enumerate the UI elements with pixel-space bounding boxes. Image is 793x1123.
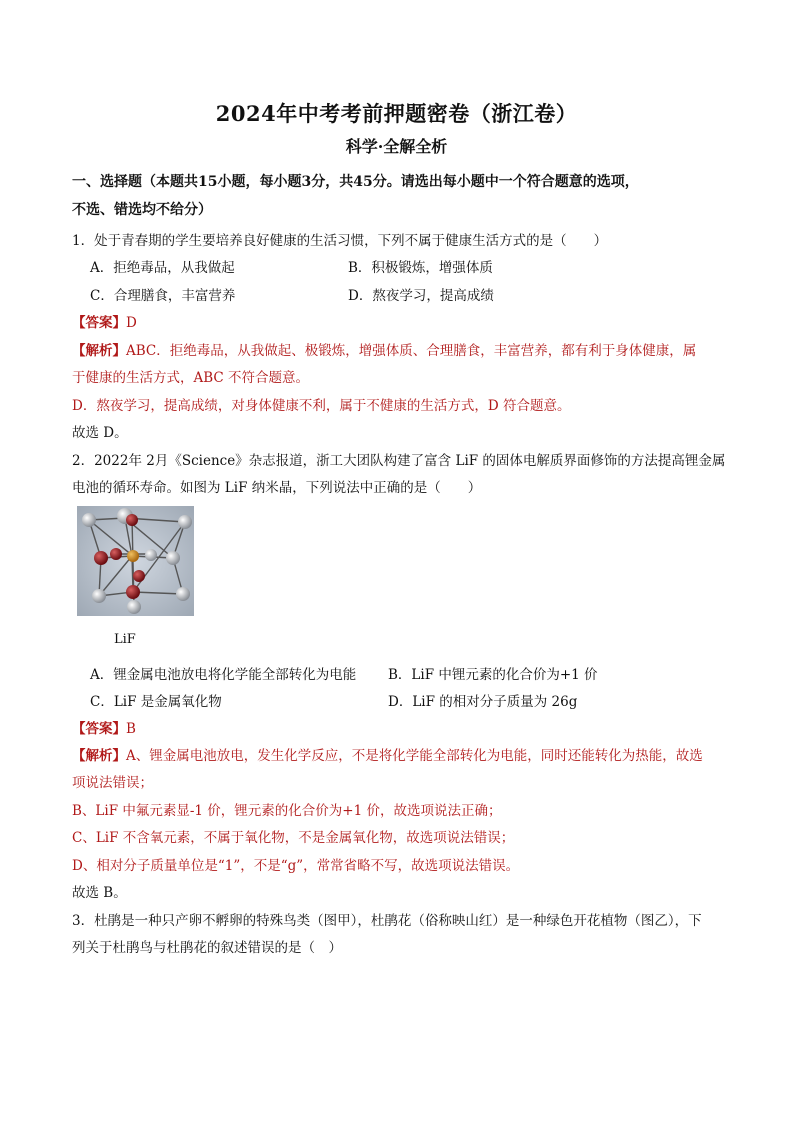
figure-caption: LiF xyxy=(114,632,136,647)
q1-conclusion: 故选 D。 xyxy=(72,425,128,441)
q2-stem-line2: 电池的循环寿命。如图为 LiF 纳米晶，下列说法中正确的是（ ） xyxy=(72,480,482,496)
q2-analysis-line3: B、LiF 中氟元素显-1 价，锂元素的化合价为+1 价，故选项说法正确； xyxy=(72,803,502,819)
answer-value: B xyxy=(126,721,136,737)
q1-stem: 1．处于青春期的学生要培养良好健康的生活习惯，下列不属于健康生活方式的是（ ） xyxy=(72,233,608,249)
q1-option-b: B．积极锻炼，增强体质 xyxy=(348,260,493,276)
section-heading-line2: 不选、错选均不给分） xyxy=(72,202,212,218)
q1-analysis-line1 xyxy=(72,341,696,361)
q2-option-d: D．LiF 的相对分子质量为 26g xyxy=(388,694,578,710)
q2-stem-line1: 2．2022年 2月《Science》杂志报道，浙工大团队构建了富含 LiF 的固体电解质界面修饰的方法提高锂金属 xyxy=(72,453,726,469)
q2-conclusion: 故选 B。 xyxy=(72,885,127,901)
q1-analysis-line2: 于健康的生活方式，ABC 不符合题意。 xyxy=(72,370,310,386)
q2-analysis-line5: D、相对分子质量单位是“1”，不是“g”，常常省略不写，故选项说法错误。 xyxy=(72,858,520,874)
analysis-tag: 【解析】 xyxy=(72,748,126,764)
q2-analysis-line4: C、LiF 不含氧元素，不属于氧化物，不是金属氧化物，故选项说法错误； xyxy=(72,830,515,846)
q2-answer xyxy=(72,719,136,739)
q1-analysis-line3: D．熬夜学习，提高成绩，对身体健康不利，属于不健康的生活方式，D 符合题意。 xyxy=(72,398,571,414)
q1-option-d: D．熬夜学习，提高成绩 xyxy=(348,288,494,304)
answer-value: D xyxy=(126,315,137,331)
q1-option-c: C．合理膳食，丰富营养 xyxy=(90,288,236,304)
answer-tag: 【答案】 xyxy=(72,721,126,737)
analysis-text: A、锂金属电池放电，发生化学反应，不是将化学能全部转化为电能，同时还能转化为热能，故选 xyxy=(126,748,703,764)
q2-option-c: C．LiF 是金属氧化物 xyxy=(90,694,222,710)
page-subtitle: 科学·全解全析 xyxy=(345,137,448,156)
q2-analysis-line2: 项说法错误； xyxy=(72,775,153,791)
answer-tag: 【答案】 xyxy=(72,315,126,331)
section-heading-line1: 一、选择题（本题共15小题，每小题3分，共45分。请选出每小题中一个符合题意的选项， xyxy=(72,174,639,190)
q3-stem-line2: 列关于杜鹃鸟与杜鹃花的叙述错误的是（ ） xyxy=(72,940,342,956)
q1-option-a: A．拒绝毒品，从我做起 xyxy=(90,260,235,276)
analysis-text: ABC．拒绝毒品，从我做起、极锻炼，增强体质、合理膳食，丰富营养，都有利于身体健康，属 xyxy=(126,343,697,359)
page-title: 2024年中考考前押题密卷（浙江卷） xyxy=(215,101,578,126)
q1-answer xyxy=(72,313,137,333)
q2-option-b: B．LiF 中锂元素的化合价为+1 价 xyxy=(388,667,598,683)
q2-option-a: A．锂金属电池放电将化学能全部转化为电能 xyxy=(90,667,357,683)
q3-stem-line1: 3．杜鹃是一种只产卵不孵卵的特殊鸟类（图甲），杜鹃花（俗称映山红）是一种绿色开花植物（图乙），下 xyxy=(72,913,702,929)
q2-analysis-line1 xyxy=(72,746,703,766)
lif-crystal-figure xyxy=(77,506,194,616)
analysis-tag: 【解析】 xyxy=(72,343,126,359)
